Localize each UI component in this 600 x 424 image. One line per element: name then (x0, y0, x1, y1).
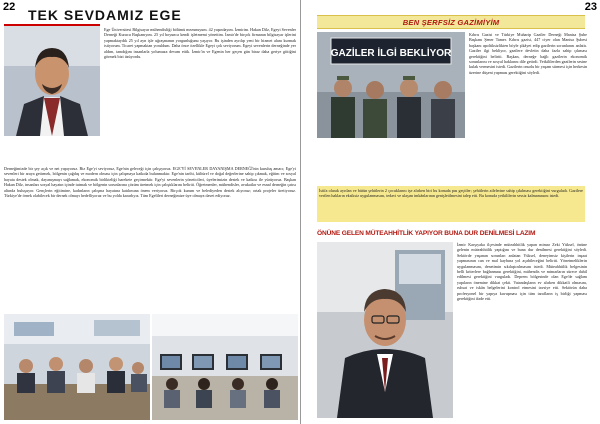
contractor-photo (317, 242, 453, 418)
veterans-photo (317, 32, 465, 138)
protest-sign-text: GAZİLER İLGİ BEKLİYOR (330, 48, 452, 59)
meeting-photo (4, 314, 150, 420)
right-page (300, 0, 600, 424)
highlight-paragraph: İstifa olarak ayrılan ve bütün şehitlerin 2 çocuklarını işe alırken biri bu konuda pas geçtiler; şehitlerin ailelerine sahip çıkılması gerektiğini vurguladı. Gazilere verilen hakların eksiksiz uygulanmasını, tedavi ve ulaşım imkânlarının genişletilmesini talep etti. Bu konuda yetkililerin sessiz kalmamasını istedi. (319, 188, 583, 199)
body-paragraph: Derneğimizde bir şey açık ve net yapıyoruz. Biz Ege'yi seviyoruz, Ege'nin geleceği için çalışıyoruz. EGE'Yİ SEVENLER DAYANIŞMA DERNEĞİ'nin kuruluş amacı; Ege'yi sevenleri bir araya getirmek, bölgenin çağdaş ve modern olması için çalışmaya katkıda bulunmaktır. Ege'nin tarihi, kültürel ve doğal değerlerine sahip çıkmak, eğitim ve sosyal hayata destek olmak, dayanışmayı sağlamak, ekonomik birlikteliği harekete geçirmektir. Ege'yi sevenlerin yöneticileri, üyelerimizin destek ve katkısı ile yürüyoruz. Başkan Hakan Dilz, insanları sosyal hayatın içinde tutmak ve bölgenin sorunlarına çözüm üretmek için çalıştıklarını belirtti. Öğretmenler, mühendisler, avukatlar ve esnaf derneğin çatısı altında buluşuyor. Gençlerin eğitimine, kadınların çalışma hayatına katılımına önem veriyoruz. Birçok kurum ve belediyeden destek alıyoruz; ortak projeler üretiyoruz. Türkiye'de örnek olabilecek bir dernek olmayı hedefliyoruz ve bu yolda kararlıyız. Tüm Egelileri derneğimize üye olmaya davet ediyoruz. (4, 166, 296, 199)
article-paragraph: İzmir Karşıyaka ilçesinde müteahhitlik yapan mimar Zeki Yüksel, önüne gelenin müteahhitlik yaptığını ve buna dur denilmesi gerektiğini söyledi. Sektörde yaşanan sorunları anlatan Yüksel, deneyimsiz kişilerin inşaat yapmasının can ve mal kaybına yol açabileceğini belirtti. Yönetmeliklerin uygulanmasını, denetimin sıkılaştırılmasını istedi. Müteahhitlik belgesinin belli kriterlere bağlanması gerektiğini, mühendis ve mimarların sürece dahil edilmesi gerektiğini vurguladı. Deprem bölgesinde olan Ege'de sağlam yapıların önemine dikkat çekti. Vatandaşların ev alırken dikkatli olmasını, ruhsat ve iskân belgelerini kontrol etmesini tavsiye etti. Sektörün daha profesyonel bir yapıya kavuşması için tüm tarafların iş birliği yapması gerektiğini ifade etti. (457, 242, 587, 302)
page-number: 22 (3, 1, 16, 13)
side-paragraph: Kıbrıs Gazisi ve Türkiye Muharip Gaziler Derneği Manisa Şube Başkanı Şener Tamer. Kıbrıs gazisi, 447 ciyer olan Manisa Şubesi başkanı apoltiksizlikten böyle şikâyet edip gazilerin sorunlarını anlattı. Gaziler ilgi bekliyor, gazilere devletin daha fazla sahip çıkması gerektiğini belirtti. Başkan, derneğe bağlı gazilerin ekonomik sorunlarını ve sosyal haklarını dile getirdi. Yetkililerden gazilerin sesine kulak vermesini istedi. Gazilerin onurlu bir yaşam sürmesi için herkesin üzerine düşeni yapması gerektiğini söyledi. (469, 32, 587, 75)
portrait-photo (4, 26, 100, 136)
intro-paragraph: Ege Üniversitesi Bilgisayar mühendisliği bölümü mezunuyum. 42 yaşındayım. İzmirim. Hakan Dilz, Egeyi Sevenler Derneği Kurucu Başkanıyım. 25 yıl boyunca kendi işletmemi yönettim. İzmir'de birçok firmanın bilgisayar işlerini yapmaktaydık 25 yıl ayn işle uğraşmanın yorgunluğunu yaşıyor. Bu işinden ayrılıp yeni bir hizmet alanı kurmak istiyorum. Ticaret yapmaktan yoruldum. Daha önce özellikle Egeyi çok seviyorum. Egeyi sevenlerin derneğinde yer aldım, tanıdığım insanlarla yolumuza devam ettik. İzmir'in ve Egenin her geçen gün biraz daha geriye gittiğini görmek bizi üzüyordu. (104, 27, 296, 60)
page-number: 23 (584, 1, 597, 13)
page-title: TEK SEVDAMIZ EGE (28, 7, 182, 23)
article-headline: ÖNÜNE GELEN MÜTEAHHİTLİK YAPIYOR BUNA DUR DENİLMESİ LAZIM (317, 230, 536, 237)
office-photo (152, 314, 298, 420)
banner-title: BEN ŞERFSİZ GAZİMİYİM (317, 15, 585, 29)
